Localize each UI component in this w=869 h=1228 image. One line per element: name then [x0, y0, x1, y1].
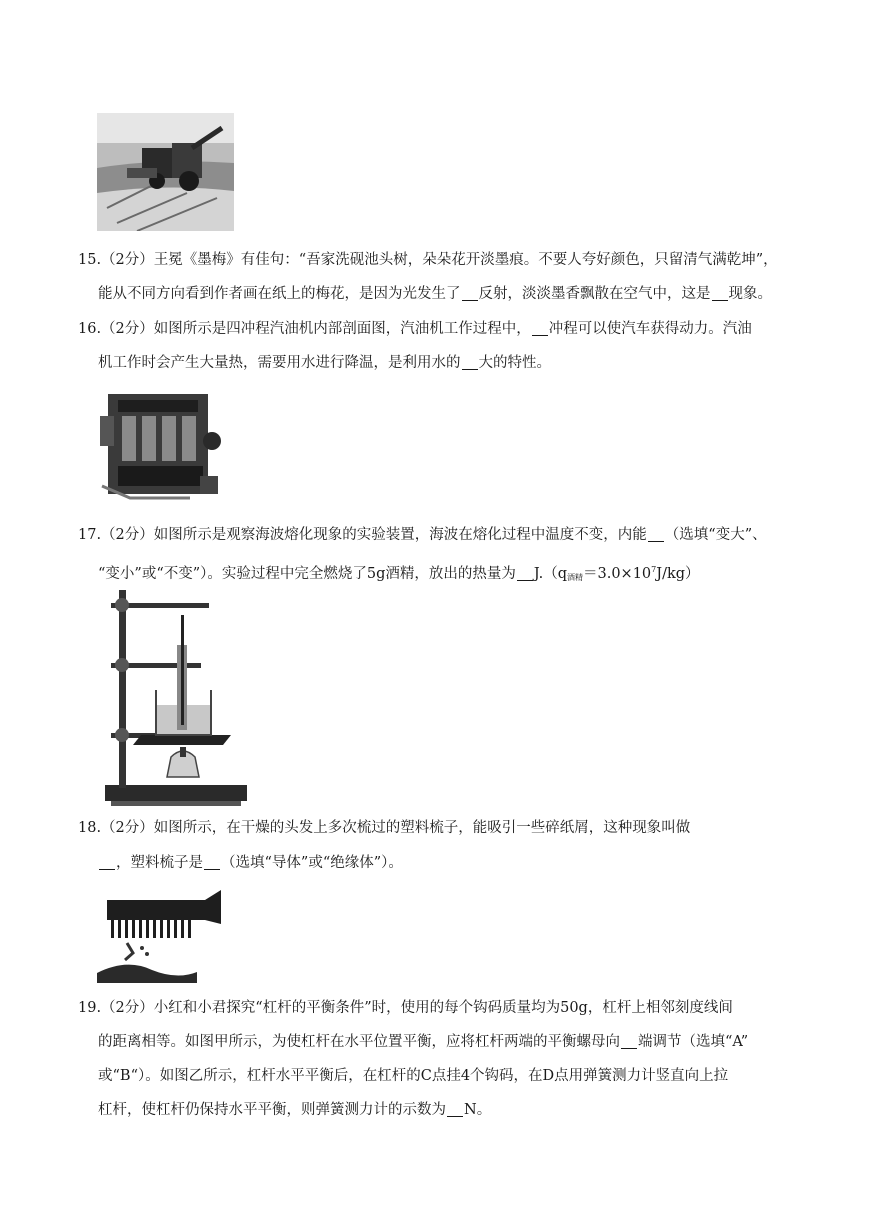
answer-blank[interactable] — [712, 286, 728, 301]
answer-blank[interactable] — [462, 355, 478, 370]
melting-apparatus-figure — [101, 585, 251, 810]
q16-line1: 16.（2分）如图所示是四冲程汽油机内部剖面图，汽油机工作过程中， 冲程可以使汽车获得动力。汽油 — [78, 321, 752, 337]
q19-line2: 的距离相等。如图甲所示，为使杠杆在水平位置平衡，应将杠杆两端的平衡螺母向 端调节（选填“A” — [98, 1034, 749, 1050]
q19-line4: 杠杆，使杠杆仍保持水平平衡，则弹簧测力计的示数为 N。 — [98, 1102, 492, 1118]
engine-cutaway-photo — [100, 386, 222, 502]
q16-line2: 机工作时会产生大量热，需要用水进行降温，是利用水的 大的特性。 — [98, 355, 551, 371]
answer-blank[interactable] — [517, 566, 533, 581]
comb-paper-photo — [97, 888, 221, 983]
q18-line2: ，塑料梳子是 （选填“导体”或“绝缘体”）。 — [98, 853, 818, 873]
answer-blank[interactable] — [99, 855, 115, 870]
answer-blank[interactable] — [621, 1034, 637, 1049]
q19-line1: 19.（2分）小红和小君探究“杠杆的平衡条件”时，使用的每个钩码质量均为50g，杠杆上相邻刻度线间 — [78, 1000, 733, 1016]
q15-line2: 能从不同方向看到作者画在纸上的梅花，是因为光发生了 反射，淡淡墨香飘散在空气中，这是 现象。 — [98, 286, 772, 302]
harvester-photo — [97, 113, 234, 231]
answer-blank[interactable] — [648, 527, 664, 542]
answer-blank[interactable] — [447, 1102, 463, 1117]
q18-line1: 18.（2分）如图所示，在干燥的头发上多次梳过的塑料梳子，能吸引一些碎纸屑，这种现象叫做 — [78, 820, 691, 836]
q17-line2: “变小”或“不变”）。实验过程中完全燃烧了5g酒精，放出的热量为 $J.(q_{酒精}=3.0\times 10^7J/kg)$ — [98, 565, 700, 582]
answer-blank[interactable] — [204, 855, 220, 870]
answer-blank[interactable] — [532, 321, 548, 336]
q17-line1: 17.（2分）如图所示是观察海波熔化现象的实验装置，海波在熔化过程中温度不变，内能 （选填“变大”、 — [78, 527, 767, 543]
q19-line3: 或“B“）。如图乙所示，杠杆水平平衡后，在杠杆的C点挂4个钩码，在D点用弹簧测力计竖直向上拉 — [98, 1068, 729, 1084]
answer-blank[interactable] — [462, 286, 478, 301]
q15-line1: 15.（2分）王冕《墨梅》有佳句：“吾家洗砚池头树，朵朵花开淡墨痕。不要人夸好颜色，只留清气满乾坤”， — [78, 252, 778, 268]
